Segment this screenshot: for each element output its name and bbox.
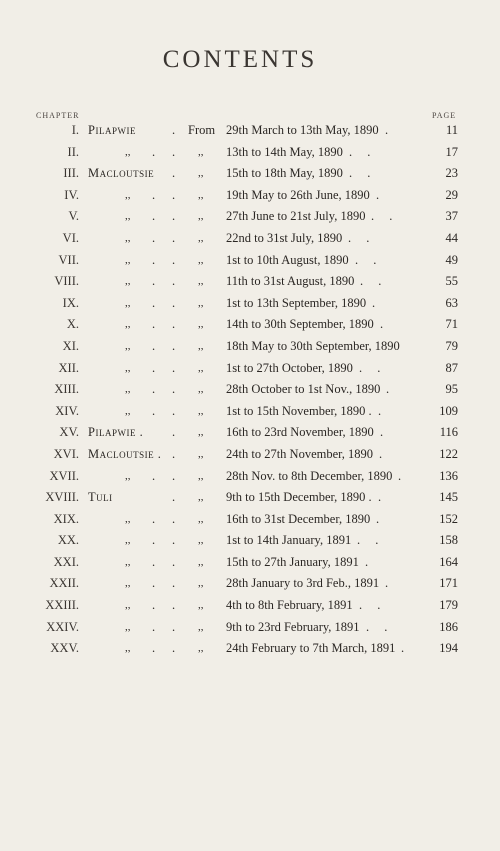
contents-entry [0,401,500,423]
contents-entry [0,228,500,250]
contents-entry [0,163,500,185]
ditto-mark: ,, [198,577,204,590]
contents-entry [0,293,500,315]
contents-entry [0,617,500,639]
page-number: 71 [445,317,458,332]
leader-dot: . [172,230,176,245]
leader-dots: . [386,382,396,397]
leader-dot: . [152,317,156,332]
leader-dot: . [172,619,176,634]
leader-dots: . . [359,598,387,613]
chapter-dates: 15th to 18th May, 1890 [226,166,343,181]
chapter-place: ,, [125,339,131,352]
leader-dot: . [172,425,176,440]
page-number: 79 [445,338,458,353]
ditto-mark: ,, [198,339,204,352]
leader-dot: . [172,554,176,569]
leader-dots: . [379,446,389,461]
leader-dot: . [172,144,176,159]
chapter-column-header: CHAPTER [36,111,80,120]
chapter-number: XIV. [55,403,79,418]
leader-dot: . [172,209,176,224]
ditto-mark: ,, [198,491,204,504]
chapter-number: X. [66,317,79,332]
leader-dot: . [172,123,176,137]
chapter-dates: 28th October to 1st Nov., 1890 [226,382,381,397]
leader-dot: . [172,576,176,591]
contents-entry [0,595,500,617]
leader-dots: . [372,295,382,310]
leader-dot: . [172,598,176,613]
leader-dot: . [152,533,156,548]
chapter-dates: 14th to 30th September, 1890 [226,317,374,332]
leader-dot: . [152,252,156,267]
page-number: 87 [445,360,458,375]
chapter-dates: 4th to 8th February, 1891 [226,598,353,613]
chapter-dates: 11th to 31st August, 1890 [226,274,355,289]
leader-dot: . [172,490,176,505]
leader-dot: . [152,576,156,591]
leader-dot: . [152,360,156,375]
chapter-dates: 9th to 15th December, 1890 . [226,490,372,505]
leader-dots: . [378,403,388,418]
chapter-place: ,, [125,469,131,482]
contents-entry [0,444,500,466]
chapter-number: VI. [62,230,79,245]
leader-dot: . [172,382,176,397]
ditto-mark: ,, [198,318,204,331]
ditto-mark: ,, [198,426,204,439]
chapter-place: Macloutsie [88,166,155,181]
chapter-place: ,, [125,599,131,612]
leader-dots: . [398,468,408,483]
page-number: 37 [445,209,458,224]
ditto-mark: ,, [198,361,204,374]
leader-dot: . [152,598,156,613]
leader-dot: . [152,403,156,418]
ditto-mark: ,, [198,210,204,223]
chapter-place: Pilapwie . [88,425,144,440]
leader-dot: . [172,187,176,202]
leader-dot: . [172,295,176,310]
leader-dot: . [172,641,176,656]
chapter-place: ,, [125,318,131,331]
chapter-dates: 1st to 13th September, 1890 [226,295,367,310]
chapter-place: ,, [125,404,131,417]
ditto-mark: ,, [198,642,204,655]
page-number: 11 [445,123,458,137]
page-number: 136 [439,468,458,483]
contents-entry [0,509,500,531]
leader-dot: . [172,468,176,483]
page-number: 122 [439,446,458,461]
leader-dot: . [172,446,176,461]
contents-entry [0,271,500,293]
chapter-place: ,, [125,296,131,309]
contents-entry [0,466,500,488]
chapter-number: III. [63,166,79,181]
leader-dot: . [172,252,176,267]
page-number: 63 [445,295,458,310]
leader-dot: . [172,317,176,332]
chapter-number: XVI. [53,446,79,461]
chapter-place: ,, [125,383,131,396]
page-number: 152 [439,511,458,526]
leader-dots: . . [349,144,377,159]
page-number: 17 [445,144,458,159]
chapter-number: XIII. [54,382,79,397]
contents-entry [0,336,500,358]
contents-entry [0,358,500,380]
chapter-number: I. [71,123,79,137]
chapter-place: ,, [125,534,131,547]
chapter-dates: 1st to 27th October, 1890 [226,360,353,375]
chapter-place: ,, [125,577,131,590]
page-number: 55 [445,274,458,289]
ditto-mark: ,, [198,167,204,180]
ditto-mark: ,, [198,555,204,568]
chapter-number: XXI. [53,554,79,569]
leader-dots: . [380,317,390,332]
chapter-dates: 1st to 14th January, 1891 [226,533,352,548]
leader-dot: . [152,338,156,353]
ditto-mark: ,, [198,188,204,201]
chapter-dates: 1st to 15th November, 1890 . [226,403,372,418]
page-number: 171 [439,576,458,591]
leader-dots: . . [359,360,387,375]
leader-dot: . [172,403,176,418]
leader-dot: . [152,511,156,526]
chapter-number: V. [68,209,79,224]
leader-dot: . [152,641,156,656]
leader-dots: . [365,554,375,569]
chapter-number: XXII. [49,576,79,591]
leader-dots: . [385,123,395,137]
page-number: 49 [445,252,458,267]
chapter-dates: 28th Nov. to 8th December, 1890 [226,468,393,483]
ditto-mark: ,, [198,253,204,266]
ditto-mark: ,, [198,404,204,417]
chapter-place: ,, [125,275,131,288]
chapter-number: II. [67,144,79,159]
leader-dot: . [172,338,176,353]
page-title: CONTENTS [162,46,318,73]
leader-dots: . . [360,274,388,289]
page-number: 95 [445,382,458,397]
ditto-mark: ,, [198,620,204,633]
chapter-place: ,, [125,642,131,655]
ditto-mark: ,, [198,599,204,612]
chapter-number: XX. [57,533,79,548]
leader-dot: . [152,230,156,245]
page-number: 194 [439,641,458,656]
chapter-place: ,, [125,145,131,158]
chapter-dates: 24th to 27th November, 1890 [226,446,374,461]
chapter-dates: 16th to 31st December, 1890 [226,511,371,526]
page-number: 116 [439,425,458,440]
contents-entry [0,422,500,444]
chapter-place: Tuli [88,490,113,505]
chapter-dates: 9th to 23rd February, 1891 [226,619,360,634]
leader-dots: . [376,187,386,202]
page-number: 109 [439,403,458,418]
chapter-number: XI. [62,338,79,353]
contents-list [0,120,500,660]
from-label: From [188,123,216,137]
chapter-number: VII. [58,252,79,267]
chapter-number: XXV. [50,641,79,656]
leader-dots: . . [355,252,383,267]
leader-dot: . [152,382,156,397]
chapter-number: XVIII. [45,490,79,505]
page-number: 145 [439,490,458,505]
leader-dot: . [152,295,156,310]
ditto-mark: ,, [198,296,204,309]
chapter-place: ,, [125,231,131,244]
chapter-dates: 18th May to 30th September, 1890 [226,338,400,353]
leader-dot: . [152,468,156,483]
leader-dot: . [152,274,156,289]
ditto-mark: ,, [198,469,204,482]
leader-dots: . [378,490,388,505]
chapter-number: IX. [62,295,79,310]
chapter-dates: 28th January to 3rd Feb., 1891 [226,576,380,591]
leader-dots: . . [357,533,385,548]
chapter-number: XIX. [53,511,79,526]
leader-dot: . [152,144,156,159]
leader-dot: . [152,187,156,202]
ditto-mark: ,, [198,275,204,288]
leader-dots: . . [371,209,399,224]
page-number: 29 [445,187,458,202]
leader-dots: . . [349,166,377,181]
contents-entry [0,120,500,142]
page-number: 179 [439,598,458,613]
chapter-place: ,, [125,188,131,201]
leader-dot: . [172,533,176,548]
contents-entry [0,250,500,272]
chapter-place: ,, [125,512,131,525]
chapter-number: IV. [64,187,79,202]
chapter-dates: 16th to 23rd November, 1890 [226,425,374,440]
ditto-mark: ,, [198,447,204,460]
contents-entry [0,638,500,660]
ditto-mark: ,, [198,383,204,396]
contents-entry [0,185,500,207]
leader-dot: . [152,209,156,224]
page-number: 186 [439,619,458,634]
ditto-mark: ,, [198,534,204,547]
page-number: 158 [439,533,458,548]
chapter-dates: 29th March to 13th May, 1890 [226,123,379,137]
chapter-place: Pilapwie [88,123,136,137]
chapter-dates: 24th February to 7th March, 1891 [226,641,396,656]
leader-dots: . [376,511,386,526]
chapter-dates: 15th to 27th January, 1891 [226,554,359,569]
chapter-place: ,, [125,253,131,266]
leader-dots: . [401,641,411,656]
leader-dot: . [152,619,156,634]
chapter-dates: 13th to 14th May, 1890 [226,144,343,159]
page-column-header: PAGE [432,111,457,120]
chapter-dates: 1st to 10th August, 1890 [226,252,349,267]
chapter-number: XV. [59,425,79,440]
chapter-dates: 19th May to 26th June, 1890 [226,187,370,202]
contents-entry [0,142,500,164]
chapter-place: ,, [125,620,131,633]
chapter-place: ,, [125,210,131,223]
contents-entry [0,379,500,401]
chapter-number: XII. [58,360,79,375]
leader-dots: . . [348,230,376,245]
contents-entry [0,206,500,228]
contents-entry [0,552,500,574]
ditto-mark: ,, [198,231,204,244]
chapter-number: VIII. [54,274,79,289]
chapter-number: XXIII. [45,598,79,613]
chapter-number: XVII. [49,468,79,483]
leader-dot: . [152,554,156,569]
chapter-place: Macloutsie . [88,446,162,461]
leader-dot: . [172,360,176,375]
chapter-dates: 27th June to 21st July, 1890 [226,209,366,224]
leader-dots: . [380,425,390,440]
leader-dot: . [172,166,176,181]
leader-dot: . [172,274,176,289]
leader-dots: . [385,576,395,591]
contents-entry [0,573,500,595]
contents-entry [0,530,500,552]
page-number: 23 [445,166,458,181]
chapter-place: ,, [125,555,131,568]
ditto-mark: ,, [198,512,204,525]
contents-entry [0,314,500,336]
leader-dot: . [172,511,176,526]
contents-entry [0,487,500,509]
chapter-dates: 22nd to 31st July, 1890 [226,230,343,245]
page-number: 44 [445,230,458,245]
chapter-place: ,, [125,361,131,374]
leader-dots: . . [366,619,394,634]
page-number: 164 [439,554,458,569]
chapter-number: XXIV. [46,619,79,634]
ditto-mark: ,, [198,145,204,158]
